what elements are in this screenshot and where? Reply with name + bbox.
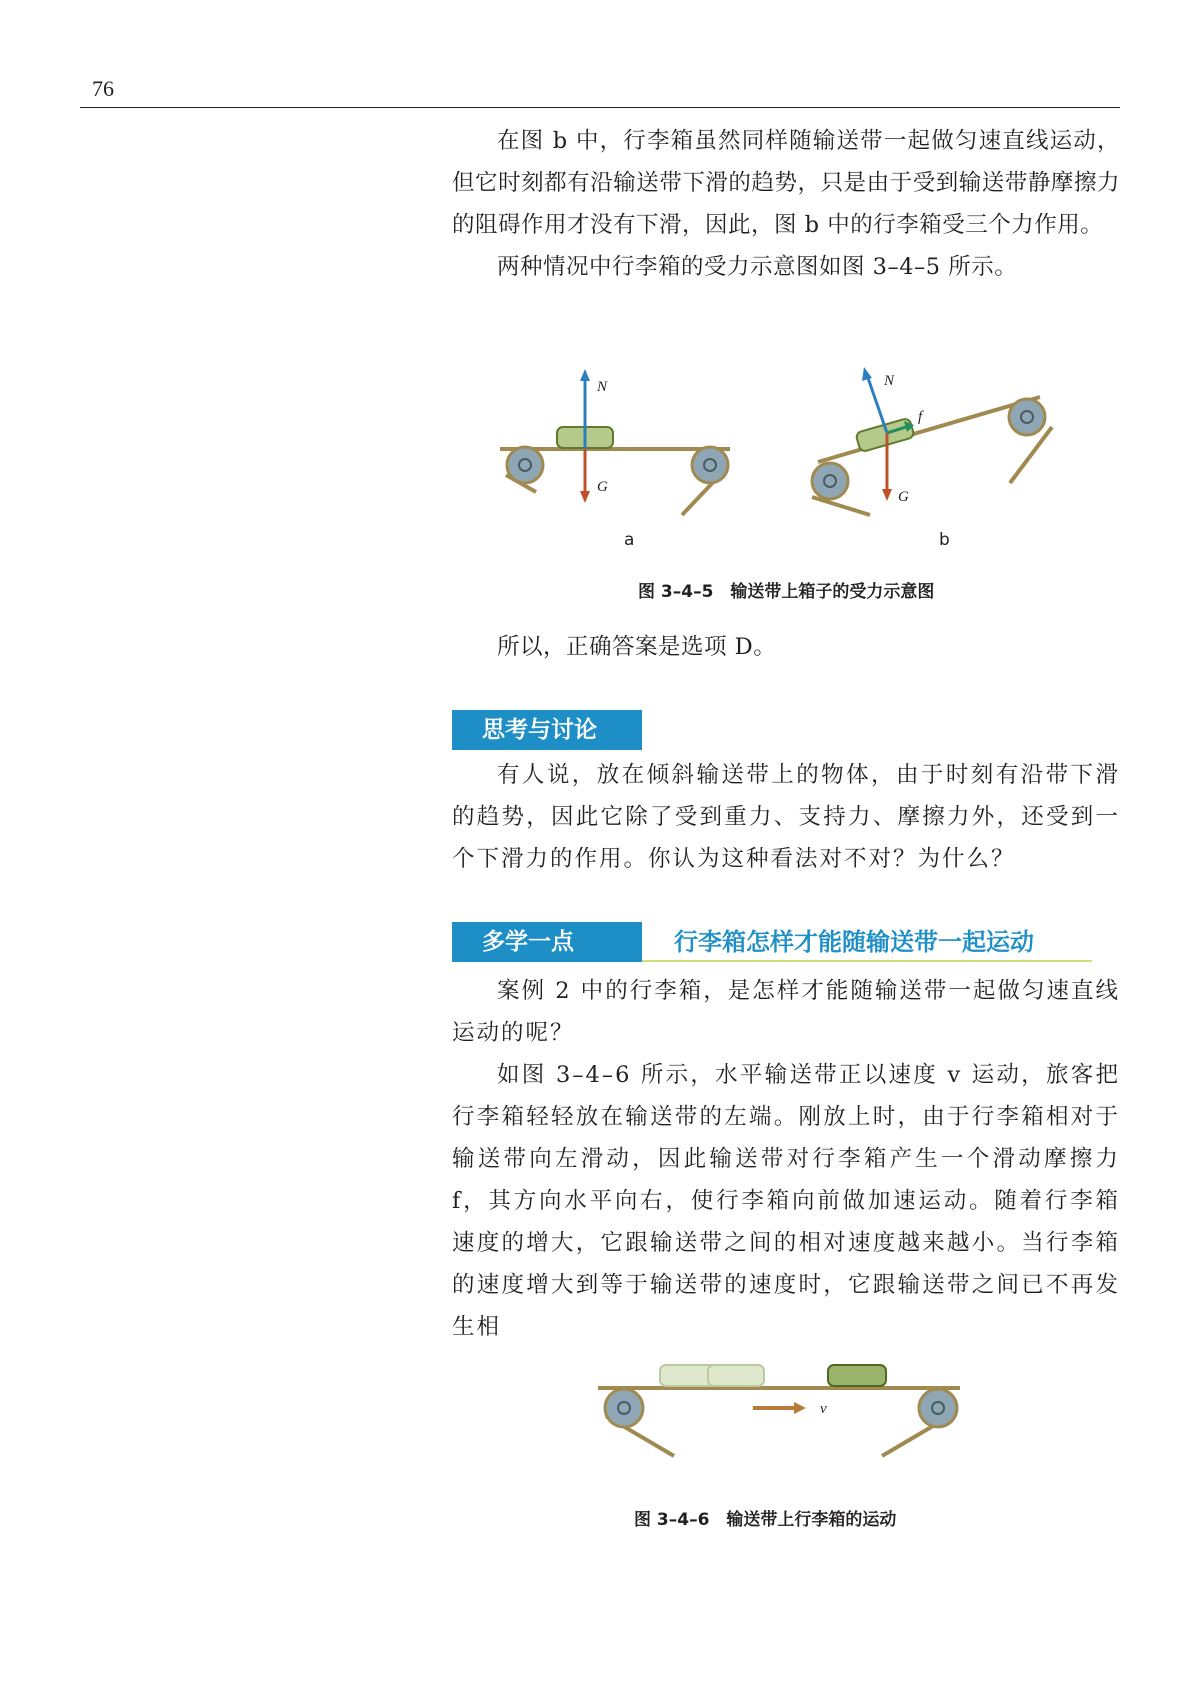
- discussion-text: 有人说，放在倾斜输送带上的物体，由于时刻有沿带下滑的趋势，因此它除了受到重力、支持力、摩擦力外，还受到一个下滑力的作用。你认为这种看法对不对？为什么？: [452, 762, 1120, 872]
- figure-3-4-6: [598, 1356, 968, 1466]
- box-current: [828, 1365, 886, 1386]
- conveyor-b: [812, 367, 1052, 515]
- belt-b-top: [818, 397, 1040, 462]
- paragraph-1: 在图 b 中，行李箱虽然同样随输送带一起做匀速直线运动，但它时刻都有沿输送带下滑的趋势，只是由于受到输送带静摩擦力的阻碍作用才没有下滑，因此，图 b 中的行李箱受三个力作用。: [452, 128, 1120, 238]
- label-v: v: [820, 1401, 827, 1417]
- arrow-G-a-head: [580, 491, 590, 503]
- figure-3-4-6-drawing: [598, 1356, 968, 1466]
- figure-3-4-5: [500, 355, 1080, 535]
- paragraph-2: 两种情况中行李箱的受力示意图如图 3–4–5 所示。: [497, 254, 1018, 280]
- header-rule: [80, 107, 1120, 108]
- figure-3-4-5-sublabel-b: b: [939, 530, 950, 550]
- arrow-N-a-head: [580, 369, 590, 381]
- roller-a-left: [507, 447, 543, 483]
- label-N-b: N: [884, 373, 895, 389]
- discussion-block: [452, 754, 1120, 880]
- answer-block: [452, 626, 1120, 668]
- discussion-heading: 思考与讨论: [452, 710, 642, 750]
- arrow-G-b-head: [882, 489, 892, 501]
- figure-3-4-5-caption: 图 3–4–5 输送带上箱子的受力示意图: [638, 582, 935, 602]
- belt-b-bottom-left: [812, 497, 870, 515]
- label-N-a: N: [597, 379, 608, 395]
- extra-block: [452, 970, 1120, 1348]
- extra-paragraph-2: 如图 3–4–6 所示，水平输送带正以速度 v 运动，旅客把行李箱轻轻放在输送带的左端。刚放上时，由于行李箱相对于输送带向左滑动，因此输送带对行李箱产生一个滑动摩擦力 f，其方向水平向右，使行李箱向前做加速运动。随着行李箱速度的增大，它跟输送带之间的相对速度越来越小。当行李箱的速度增大到等于输送带的速度时，它跟输送带之间已不再发生相: [452, 1062, 1120, 1340]
- extra-heading: 多学一点: [452, 922, 642, 962]
- label-G-b: G: [898, 489, 909, 505]
- figure-3-4-5-drawing: [500, 355, 1080, 535]
- velocity-arrow-head: [794, 1402, 806, 1414]
- conveyor-a: [500, 369, 730, 515]
- extra-title-underline: [642, 960, 1092, 962]
- roller-right: [919, 1389, 957, 1427]
- label-G-a: G: [597, 479, 608, 495]
- figure-3-4-5-sublabel-a: a: [624, 530, 635, 550]
- main-text-block: [452, 120, 1120, 288]
- paragraph-3: 所以，正确答案是选项 D。: [497, 634, 777, 660]
- figure-3-4-6-caption: 图 3–4–6 输送带上行李箱的运动: [634, 1510, 897, 1530]
- roller-b-left: [812, 463, 848, 499]
- page-number: 76: [92, 76, 114, 101]
- box-ghost-2: [708, 1365, 764, 1386]
- roller-left: [605, 1389, 643, 1427]
- arrow-N-b-head: [862, 367, 872, 381]
- extra-title: 行李箱怎样才能随输送带一起运动: [674, 928, 1034, 956]
- label-f-b: f: [918, 409, 923, 425]
- extra-paragraph-1: 案例 2 中的行李箱，是怎样才能随输送带一起做匀速直线运动的呢？: [452, 978, 1120, 1046]
- roller-a-right: [692, 447, 728, 483]
- roller-b-right: [1009, 399, 1045, 435]
